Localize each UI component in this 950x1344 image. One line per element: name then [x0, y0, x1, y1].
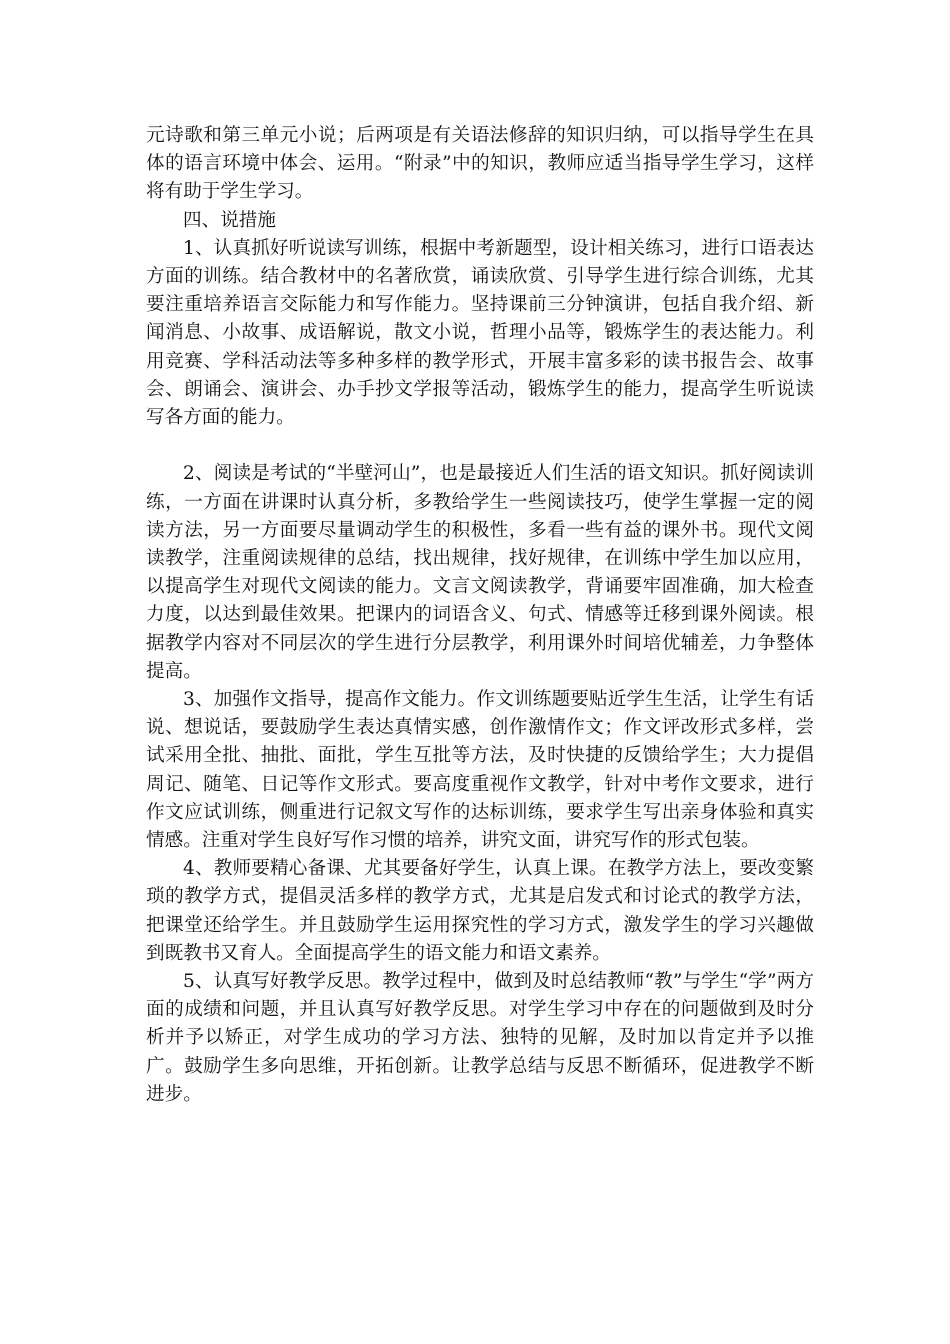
paragraph-measure-5: 5、认真写好教学反思。教学过程中，做到及时总结教师“教”与学生“学”两方面的成绩和问题，并且认真写好教学反思。对学生学习中存在的问题做到及时分析并予以矫正，对学生成功的学习方法、独特的见解，及时加以肯定并予以推广。鼓励学生多向思维，开拓创新。让教学总结与反思不断循环，促进教学不断进步。 — [146, 971, 814, 1105]
paragraph-continuation: 元诗歌和第三单元小说；后两项是有关语法修辞的知识归纳，可以指导学生在具体的语言环境中体会、运用。“附录”中的知识，教师应适当指导学生学习，这样将有助于学生学习。 — [146, 125, 814, 203]
blank-line — [146, 432, 814, 460]
section-heading-measures: 四、说措施 — [183, 209, 276, 231]
document-body — [146, 122, 814, 1109]
paragraph-measure-2: 2、阅读是考试的“半壁河山”，也是最接近人们生活的语文知识。抓好阅读训练，一方面在讲课时认真分析，多教给学生一些阅读技巧，使学生掌握一定的阅读方法，另一方面要尽量调动学生的积极性，多看一些有益的课外书。现代文阅读教学，注重阅读规律的总结，找出规律，找好规律，在训练中学生加以应用，以提高学生对现代文阅读的能力。文言文阅读教学，背诵要牢固准确，加大检查力度，以达到最佳效果。把课内的词语含义、句式、情感等迁移到课外阅读。根据教学内容对不同层次的学生进行分层教学，利用课外时间培优辅差，力争整体提高。 — [146, 463, 814, 682]
paragraph-measure-4: 4、教师要精心备课、尤其要备好学生，认真上课。在教学方法上，要改变繁琐的教学方式，提倡灵活多样的教学方式，尤其是启发式和讨论式的教学方法，把课堂还给学生。并且鼓励学生运用探究性的学习方式，激发学生的学习兴趣做到既教书又育人。全面提高学生的语文能力和语文素养。 — [146, 858, 814, 964]
paragraph-measure-1: 1、认真抓好听说读写训练，根据中考新题型，设计相关练习，进行口语表达方面的训练。结合教材中的名著欣赏，诵读欣赏、引导学生进行综合训练，尤其要注重培养语言交际能力和写作能力。坚持课前三分钟演讲，包括自我介绍、新闻消息、小故事、成语解说，散文小说，哲理小品等，锻炼学生的表达能力。利用竞赛、学科活动法等多种多样的教学形式，开展丰富多彩的读书报告会、故事会、朗诵会、演讲会、办手抄文学报等活动，锻炼学生的能力，提高学生听说读写各方面的能力。 — [146, 237, 814, 429]
paragraph-measure-3: 3、加强作文指导，提高作文能力。作文训练题要贴近学生生活，让学生有话说、想说话，要鼓励学生表达真情实感，创作激情作文；作文评改形式多样，尝试采用全批、抽批、面批，学生互批等方法，及时快捷的反馈给学生；大力提倡周记、随笔、日记等作文形式。要高度重视作文教学，针对中考作文要求，进行作文应试训练，侧重进行记叙文写作的达标训练，要求学生写出亲身体验和真实情感。注重对学生良好写作习惯的培养，讲究文面，讲究写作的形式包装。 — [146, 689, 814, 852]
